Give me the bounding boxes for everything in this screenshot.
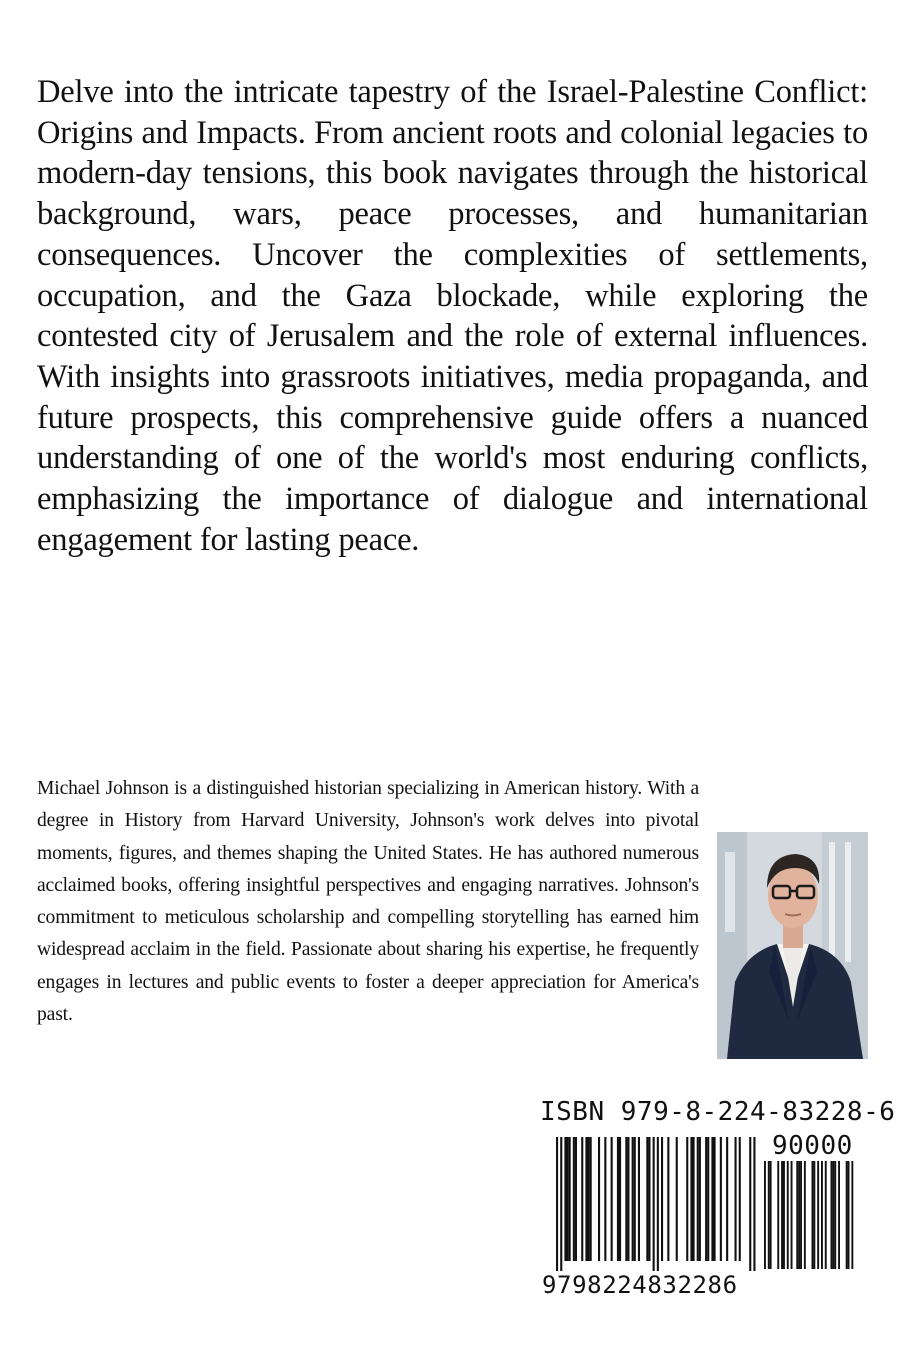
- barcode-bar: [604, 1137, 606, 1261]
- barcode-bar: [556, 1137, 558, 1271]
- barcode-bar: [617, 1137, 619, 1261]
- barcode-bar: [848, 1161, 850, 1269]
- barcode-bar: [697, 1137, 699, 1261]
- author-bio: Michael Johnson is a distinguished historian specializing in American history. With a degree in History from Harvard University, Johnson's work delves into pivotal moments, figures, and themes shaping the United States. He has authored numerous acclaimed books, offering insightful perspectives and engaging narratives. Johnson's commitment to meticulous scholarship and compelling storytelling has earned him widespread acclaim in the field. Passionate about sharing his expertise, he frequently engages in lectures and public events to foster a deeper appreciation for America's past.: [37, 778, 699, 1026]
- barcode-bar: [690, 1137, 692, 1261]
- isbn-label: ISBN 979-8-224-83228-6: [540, 1097, 896, 1127]
- barcode-bar: [573, 1137, 575, 1261]
- barcode-bar: [768, 1161, 770, 1269]
- barcode-bar: [821, 1161, 823, 1269]
- barcode-bar: [753, 1137, 755, 1271]
- barcode-bar: [667, 1137, 669, 1261]
- barcode-bar: [634, 1137, 636, 1261]
- author-portrait-illustration: [717, 832, 868, 1059]
- barcode-bar: [632, 1137, 634, 1261]
- barcode-bar: [564, 1137, 566, 1261]
- barcode-bar: [739, 1137, 741, 1261]
- barcode-bar: [648, 1137, 650, 1261]
- barcode-bar: [720, 1137, 722, 1261]
- addon-bars: [764, 1161, 854, 1271]
- barcode-bar: [686, 1137, 688, 1261]
- barcode-bar: [699, 1137, 701, 1261]
- barcode-bar: [625, 1137, 627, 1261]
- barcode-bar: [693, 1137, 695, 1261]
- barcode-bar: [619, 1137, 621, 1261]
- barcode-bar: [569, 1137, 571, 1261]
- barcode-bar: [611, 1137, 613, 1261]
- barcode-bar: [783, 1161, 785, 1269]
- barcode-bar: [646, 1137, 648, 1261]
- barcode-bar: [846, 1161, 848, 1269]
- barcode-bar: [796, 1161, 798, 1269]
- barcode-bar: [831, 1161, 833, 1269]
- barcode-bar: [588, 1137, 590, 1261]
- barcode-bar: [804, 1161, 806, 1269]
- barcode-bar: [812, 1161, 814, 1269]
- barcode-bar: [711, 1137, 713, 1261]
- barcode-bar: [598, 1137, 600, 1261]
- barcode-bar: [653, 1137, 655, 1271]
- barcode-bar: [764, 1161, 766, 1269]
- barcode-bar: [832, 1161, 834, 1269]
- barcode-bar: [817, 1161, 819, 1269]
- barcode-bar: [749, 1137, 751, 1271]
- barcode-bar: [657, 1137, 659, 1271]
- barcode-bar: [707, 1137, 709, 1261]
- ean13-bars: [556, 1137, 756, 1273]
- author-photo: [717, 832, 868, 1059]
- barcode-bar: [575, 1137, 577, 1261]
- book-blurb: Delve into the intricate tapestry of the Israel-Palestine Conflict: Origins and Impacts. From ancient roots and colonial legacies to modern-day tensions, this book navigates through the historical background, wars, peace processes, and humanitarian consequences. Uncover the complexities of settlements, occupation, and the Gaza blockade, while exploring the contested city of Jerusalem and the role of external influences. With insights into grassroots initiatives, media propaganda, and future prospects, this comprehensive guide offers a nuanced understanding of one of the world's most enduring conflicts, emphasizing the importance of dialogue and international engagement for lasting peace.: [37, 74, 868, 558]
- barcode-bar: [705, 1137, 707, 1261]
- barcode-bar: [834, 1161, 836, 1269]
- barcode-bar: [638, 1137, 640, 1261]
- barcode-bar: [838, 1161, 840, 1269]
- barcode-bar: [567, 1137, 569, 1261]
- barcode-bar: [791, 1161, 793, 1269]
- barcode-bar: [585, 1137, 587, 1261]
- barcode-bar: [813, 1161, 815, 1269]
- barcode-bar: [851, 1161, 853, 1269]
- barcode-bar: [676, 1137, 678, 1261]
- barcode-bar: [770, 1161, 772, 1269]
- barcode-bar: [726, 1137, 728, 1261]
- barcode-bar: [560, 1137, 562, 1271]
- barcode-bar: [781, 1161, 783, 1269]
- barcode-bar: [825, 1161, 827, 1269]
- barcode-bar: [581, 1137, 583, 1261]
- barcode-bar: [590, 1137, 592, 1261]
- barcode-bar: [714, 1137, 716, 1261]
- isbn-barcode: [540, 1095, 896, 1305]
- barcode-addon-code: 90000: [772, 1131, 853, 1161]
- barcode-bar: [787, 1161, 789, 1269]
- barcode-bar: [800, 1161, 802, 1269]
- barcode-bar: [627, 1137, 629, 1261]
- barcode-bar: [735, 1137, 737, 1261]
- barcode-bar: [777, 1161, 779, 1269]
- barcode-bar: [798, 1161, 800, 1269]
- barcode-digits: 9798224832286: [542, 1271, 738, 1299]
- barcode-bar: [661, 1137, 663, 1261]
